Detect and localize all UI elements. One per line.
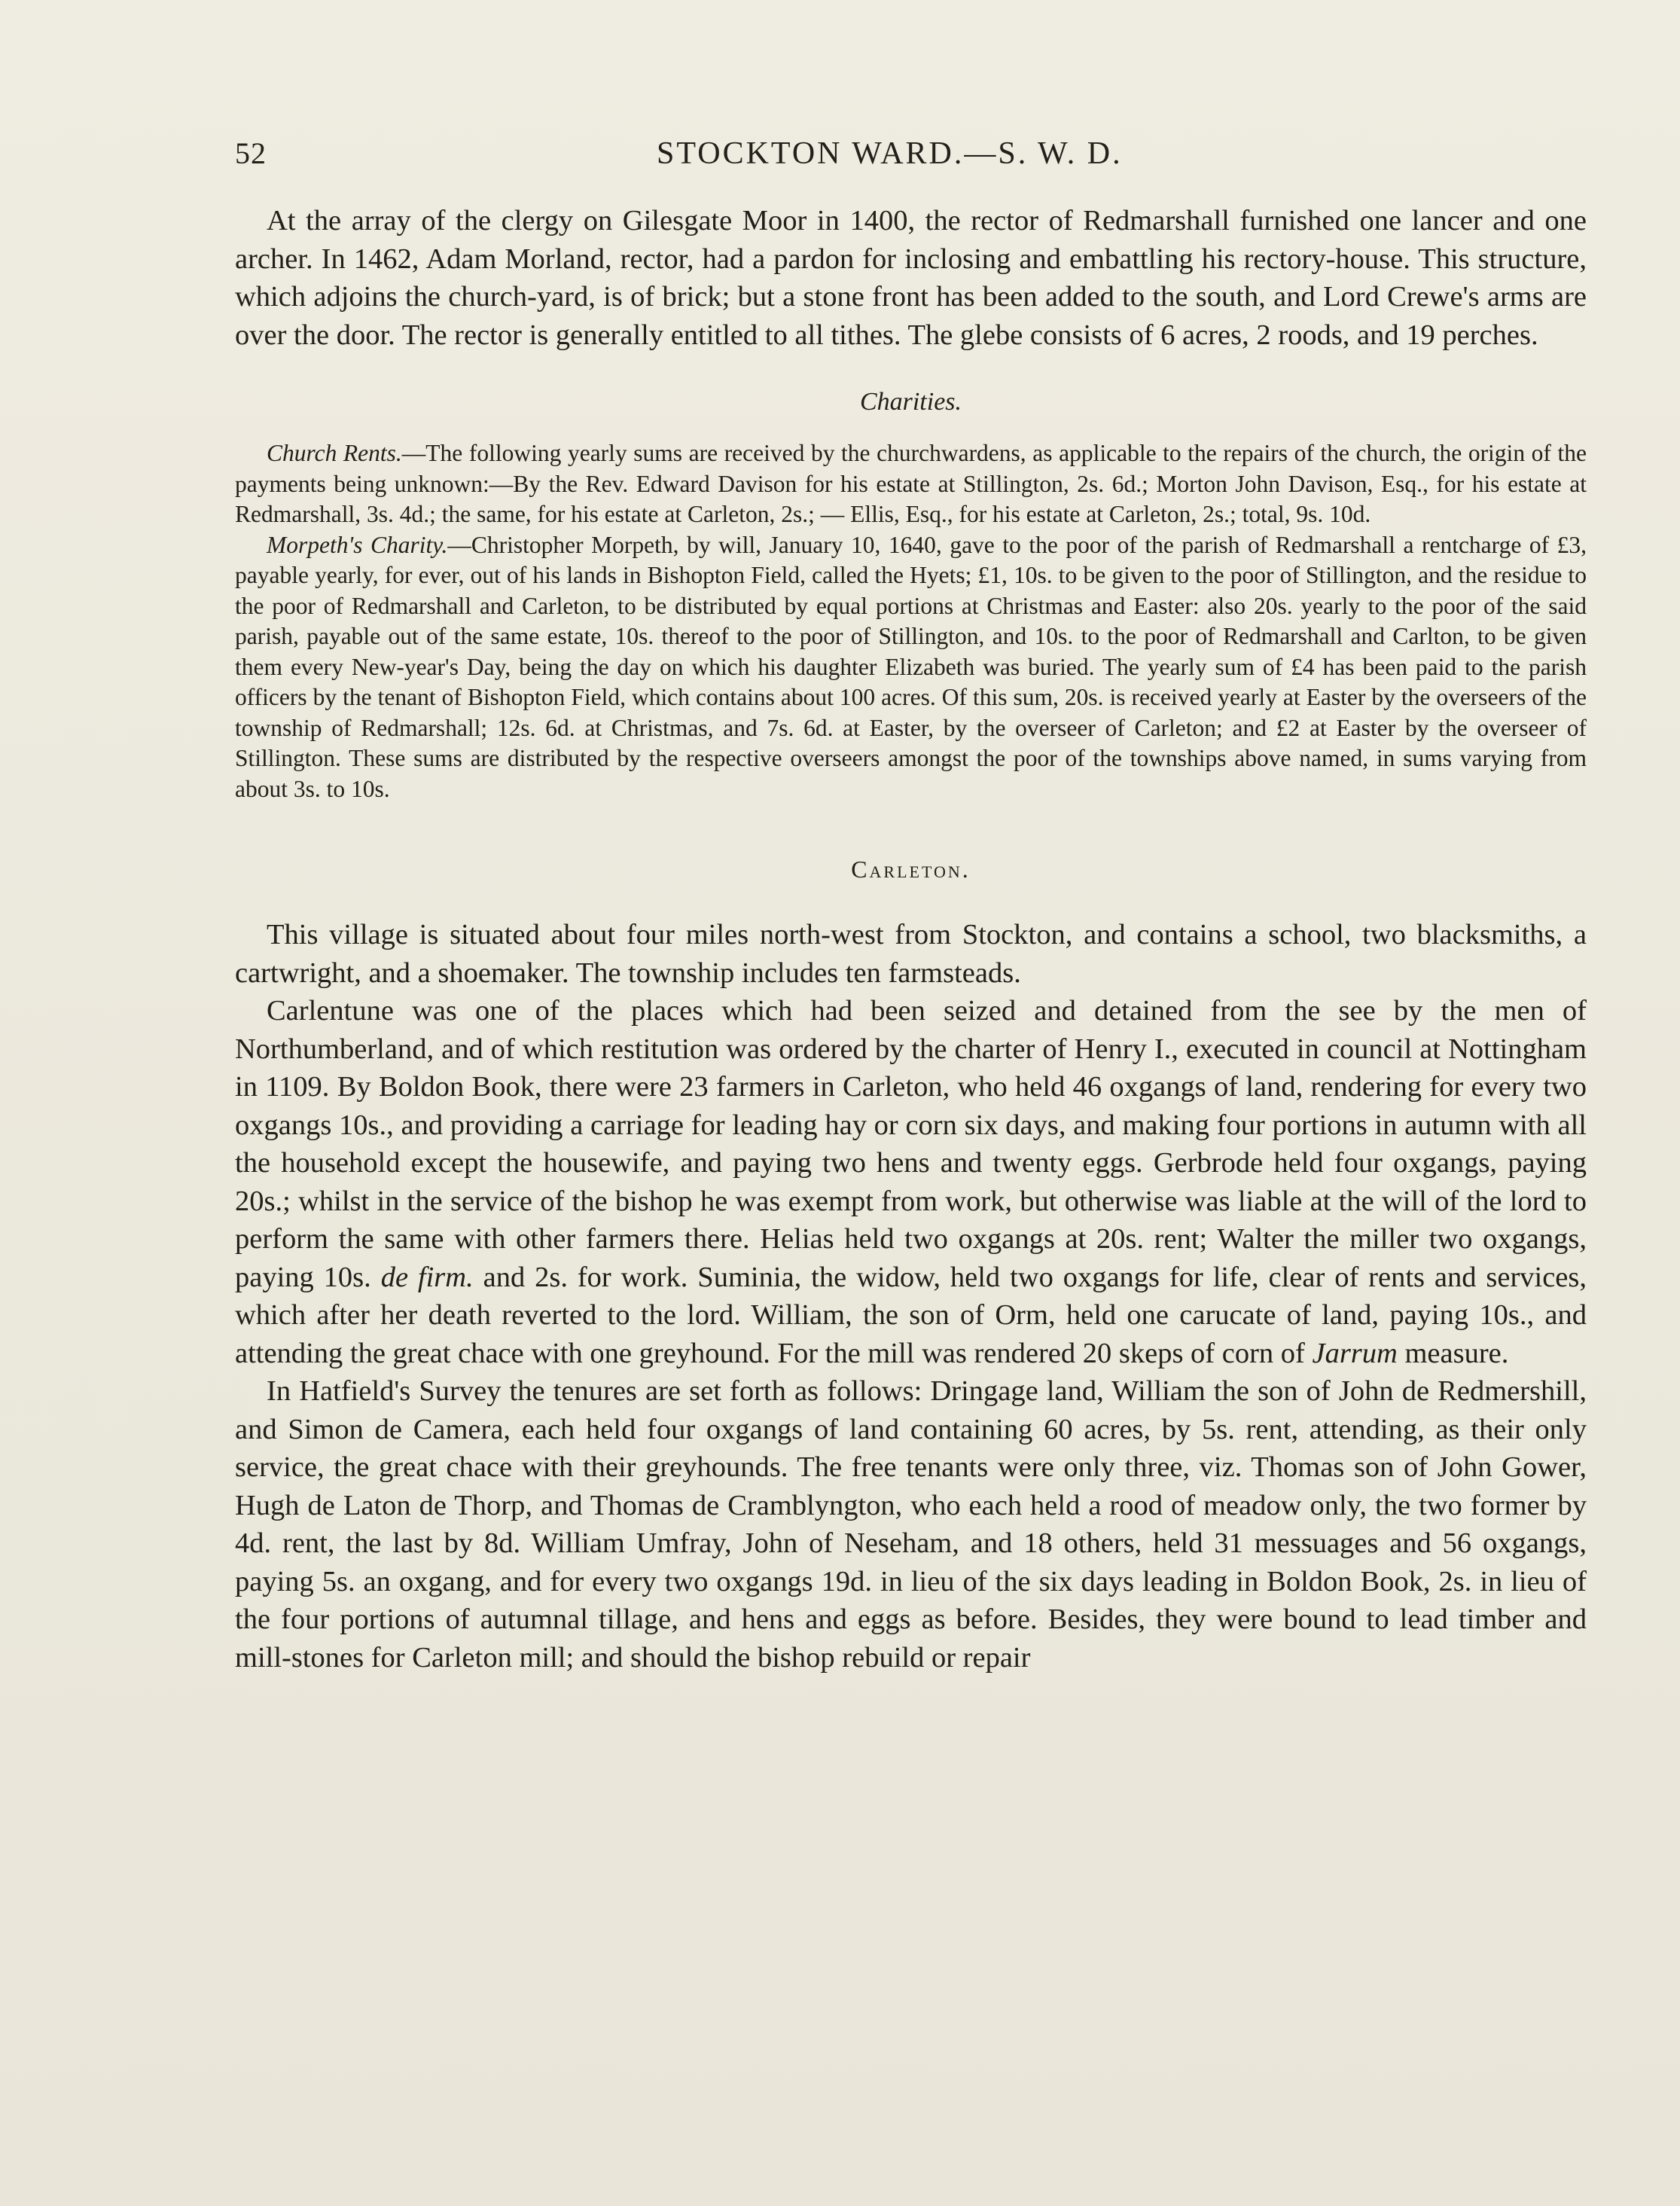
carleton-paragraph-1: This village is situated about four miles north-west from Stockton, and contains a school, two blacksmiths, a cartwright, and a shoemaker. The township includes ten farmsteads. xyxy=(235,919,1587,989)
jarrum-italic: Jarrum xyxy=(1312,1337,1398,1369)
page-header xyxy=(235,136,1587,181)
de-firm-italic: de firm. xyxy=(380,1261,474,1293)
charities-heading: Charities. xyxy=(859,388,962,416)
intro-paragraph: At the array of the clergy on Gilesgate Moor in 1400, the rector of Redmarshall furnished one lancer and one archer. In 1462, Adam Morland, rector, had a pardon for inclosing and embattling his rectory-house. This structure, which adjoins the church-yard, is of brick; but a stone front has been added to the south, and Lord Crewe's arms are over the door. The rector is generally entitled to all tithes. The glebe consists of 6 acres, 2 roods, and 19 perches. xyxy=(235,205,1587,351)
church-rents-text: —The following yearly sums are received by the churchwardens, as applicable to the repairs of the church, the origin of the payments being unknown:—By the Rev. Edward Davison for his estate at Stillington, 2s. 6d.; Morton John Davison, Esq., for his estate at Redmarshall, 3s. 4d.; the same, for his estate at Carleton, 2s.; — Ellis, Esq., for his estate at Carleton, 2s.; total, 9s. 10d. xyxy=(235,440,1587,527)
morpeth-charity-label: Morpeth's Charity. xyxy=(267,531,448,558)
church-rents-paragraph xyxy=(235,438,1587,530)
page-number: 52 xyxy=(235,136,267,170)
carleton-p2-part-c: measure. xyxy=(1397,1337,1509,1369)
carleton-paragraph-2 xyxy=(235,992,1587,1372)
body-text xyxy=(235,202,1587,1677)
running-head: STOCKTON WARD.—S. W. D. xyxy=(657,136,1123,171)
carleton-heading: Carleton. xyxy=(851,856,971,883)
morpeth-charity-text: —Christopher Morpeth, by will, January 10, 1640, gave to the poor of the parish of Redmarshall a rentcharge of £3, payable yearly, for ever, out of his lands in Bishopton Field, called the Hyets; £1, 10s. to be given to the poor of Stillington, and the residue to the poor of Redmarshall and Carleton, to be distributed by equal portions at Christmas and Easter: also 20s. yearly to the poor of the said parish, payable out of the same estate, 10s. thereof to the poor of Stillington, and 10s. to the poor of Redmarshall and Carlton, to be given them every New-year's Day, being the day on which his daughter Elizabeth was buried. The yearly sum of £4 has been paid to the parish officers by the tenant of Bishopton Field, which contains about 100 acres. Of this sum, 20s. is received yearly at Easter by the overseers of the township of Redmarshall; 12s. 6d. at Christmas, and 7s. 6d. at Easter, by the overseer of Carleton; and £2 at Easter by the overseer of Stillington. These sums are distributed by the respective overseers amongst the poor of the townships above named, in sums varying from about 3s. to 10s. xyxy=(235,531,1587,802)
church-rents-label: Church Rents. xyxy=(267,440,402,466)
morpeth-charity-paragraph xyxy=(235,530,1587,805)
carleton-paragraph-3: In Hatfield's Survey the tenures are set forth as follows: Dringage land, William the son of John de Redmershill, and Simon de Camera, each held four oxgangs of land containing 60 acres, by 5s. rent, attending, as their only service, the great chace with their greyhounds. The free tenants were only three, viz. Thomas son of John Gower, Hugh de Laton de Thorp, and Thomas de Cramblyngton, who each held a rood of meadow only, the two former by 4d. rent, the last by 8d. William Umfray, John of Neseham, and 18 others, held 31 messuages and 56 oxgangs, paying 5s. an oxgang, and for every two oxgangs 19d. in lieu of the six days leading in Boldon Book, 2s. in lieu of the four portions of autumnal tillage, and hens and eggs as before. Besides, they were bound to lead timber and mill-stones for Carleton mill; and should the bishop rebuild or repair xyxy=(235,1375,1587,1674)
carleton-p2-part-b: and 2s. for work. Suminia, the widow, held two oxgangs for life, clear of rents and services, which after her death reverted to the lord. William, the son of Orm, held one carucate of land, paying 10s., and attending the great chace with one greyhound. For the mill was rendered 20 skeps of corn of xyxy=(235,1261,1587,1369)
carleton-p2-part-a: Carlentune was one of the places which had been seized and detained from the see by the men of Northumberland, and of which restitution was ordered by the charter of Henry I., executed in council at Nottingham in 1109. By Boldon Book, there were 23 farmers in Carleton, who held 46 oxgangs of land, rendering for every two oxgangs 10s., and providing a carriage for leading hay or corn six days, and making four portions in autumn with all the household except the housewife, and paying two hens and twenty eggs. Gerbrode held four oxgangs, paying 20s.; whilst in the service of the bishop he was exempt from work, but otherwise was liable at the will of the lord to perform the same with other farmers there. Helias held two oxgangs at 20s. rent; Walter the miller two oxgangs, paying 10s. xyxy=(235,995,1587,1293)
